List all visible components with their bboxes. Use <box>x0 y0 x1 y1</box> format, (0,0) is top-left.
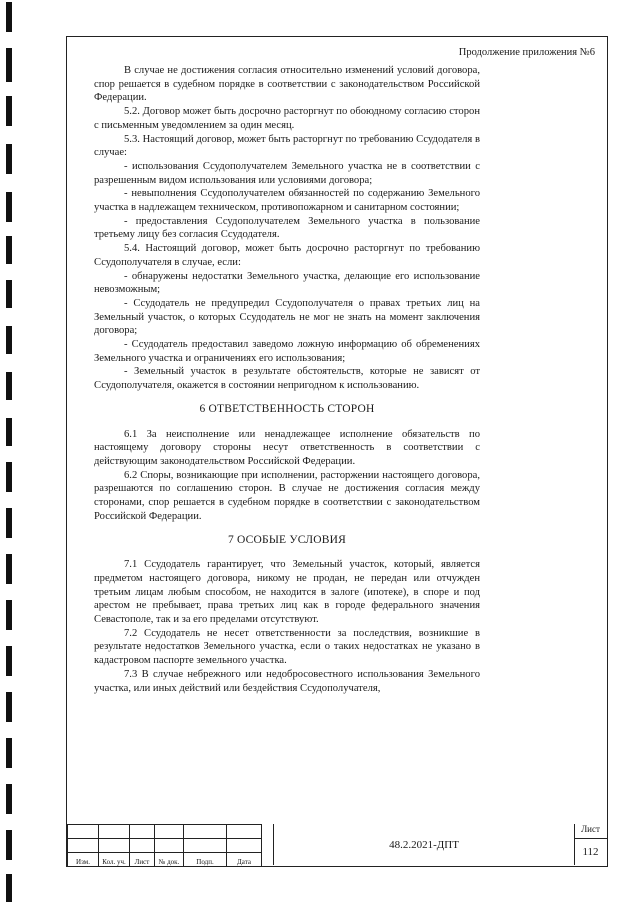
stamp-col-kol: Кол. уч. <box>99 853 130 867</box>
paragraph: В случае не достижения согласия относительно изменений условий договора, спор решается в судебном порядке в соответствии с законодательством Российской Федерации. <box>94 65 480 104</box>
binding-mark <box>6 236 12 264</box>
binding-mark <box>6 48 12 82</box>
binding-mark <box>6 144 12 174</box>
stamp-col-izm: Изм. <box>68 853 99 867</box>
paragraph: 6.1 За неисполнение или ненадлежащее исполнение обязательств по настоящему договору стороны несут ответственность в соответствии с действующим законодательством Российской Федерации. <box>94 428 480 467</box>
binding-mark <box>6 784 12 814</box>
binding-mark <box>6 280 12 308</box>
binding-mark <box>6 418 12 446</box>
binding-mark <box>6 646 12 676</box>
binding-mark <box>6 192 12 222</box>
binding-mark <box>6 830 12 860</box>
paragraph: - Земельный участок в результате обстоятельств, которые не зависят от Ссудополучателя, окажется в состоянии непригодном к использованию. <box>94 366 480 392</box>
header-note: Продолжение приложения №6 <box>458 47 595 58</box>
title-block <box>67 824 607 866</box>
paragraph: - Ссудодатель не предупредил Ссудополучателя о правах третьих лиц на Земельный участок, о которых Ссудодатель не мог не знать на момент заключения договора; <box>94 297 480 337</box>
binding-mark <box>6 508 12 538</box>
binding-mark <box>6 554 12 584</box>
section-6-body <box>94 428 480 524</box>
stamp-col-podp: Подп. <box>184 853 227 867</box>
document-code: 48.2.2021-ДПТ <box>273 824 575 865</box>
paragraph: 5.2. Договор может быть досрочно расторгнут по обоюдному согласию сторон с письменным уведомлением за один месяц. <box>94 106 480 131</box>
sheet-number: 112 <box>582 846 599 858</box>
paragraph: 6.2 Споры, возникающие при исполнении, расторжении настоящего договора, разрешаются по соглашению сторон. В случае не достижения согласия между сторонами, спор решается в судебном порядке в соответствии с законодательством Российской Федерации. <box>94 469 480 522</box>
section-6-title: 6 ОТВЕТСТВЕННОСТЬ СТОРОН <box>199 402 375 415</box>
paragraph: 5.4. Настоящий договор, может быть досрочно расторгнут по требованию Ссудополучателя в случае, если: <box>94 243 480 268</box>
stamp-col-data: Дата <box>227 853 262 867</box>
binding-mark <box>6 96 12 126</box>
paragraph: - предоставления Ссудополучателем Земельного участка в пользование третьему лицу без согласия Ссудодателя. <box>94 215 480 241</box>
paragraph: - использования Ссудополучателем Земельного участка не в соответствии с разрешенным видом использования или условиями договора; <box>94 160 480 186</box>
stamp-col-doc: № док. <box>155 853 184 867</box>
paragraph: 7.3 В случае небрежного или недобросовестного использования Земельного участка, или иных действий или бездействия Ссудополучателя, <box>94 668 480 694</box>
binding-mark <box>6 462 12 492</box>
paragraph: 7.2 Ссудодатель не несет ответственности за последствия, возникшие в результате недостатков Земельного участка, если о таких недостатках не указано в кадастровом паспорте земельного участка. <box>94 627 480 667</box>
binding-mark <box>6 692 12 722</box>
binding-mark <box>6 600 12 630</box>
section-7-title: 7 ОСОБЫЕ УСЛОВИЯ <box>227 533 347 546</box>
stamp-table <box>67 824 262 867</box>
section-5-continuation <box>94 64 480 393</box>
paragraph: - невыполнения Ссудополучателем обязанностей по содержанию Земельного участка в надлежащем техническом, противопожарном и санитарном состоянии; <box>94 188 480 214</box>
sheet-label: Лист <box>574 824 607 839</box>
binding-mark <box>6 326 12 354</box>
binding-mark <box>6 372 12 400</box>
document-body <box>94 64 480 695</box>
paragraph: - Ссудодатель предоставил заведомо ложную информацию об обременениях Земельного участка и ограничениях его использования; <box>94 339 480 364</box>
binding-mark <box>6 738 12 768</box>
binding-mark <box>6 874 12 902</box>
binding-mark <box>6 2 12 32</box>
paragraph: 5.3. Настоящий договор, может быть расторгнут по требованию Ссудодателя в случае: <box>94 133 480 159</box>
paragraph: - обнаружены недостатки Земельного участка, делающие его использование невозможным; <box>94 270 480 296</box>
stamp-col-list: Лист <box>130 853 155 867</box>
paragraph: 7.1 Ссудодатель гарантирует, что Земельный участок, который, является предметом настоящего договора, никому не продан, не передан или отчужден третьим лицам любым способом, не находится в залоге (ипотеке), в споре и под арестом не пребывает, права третьих лиц как в городе федерального значения Севастополе, так и за его пределами отсутствуют. <box>94 559 480 626</box>
section-7-body <box>94 558 480 695</box>
